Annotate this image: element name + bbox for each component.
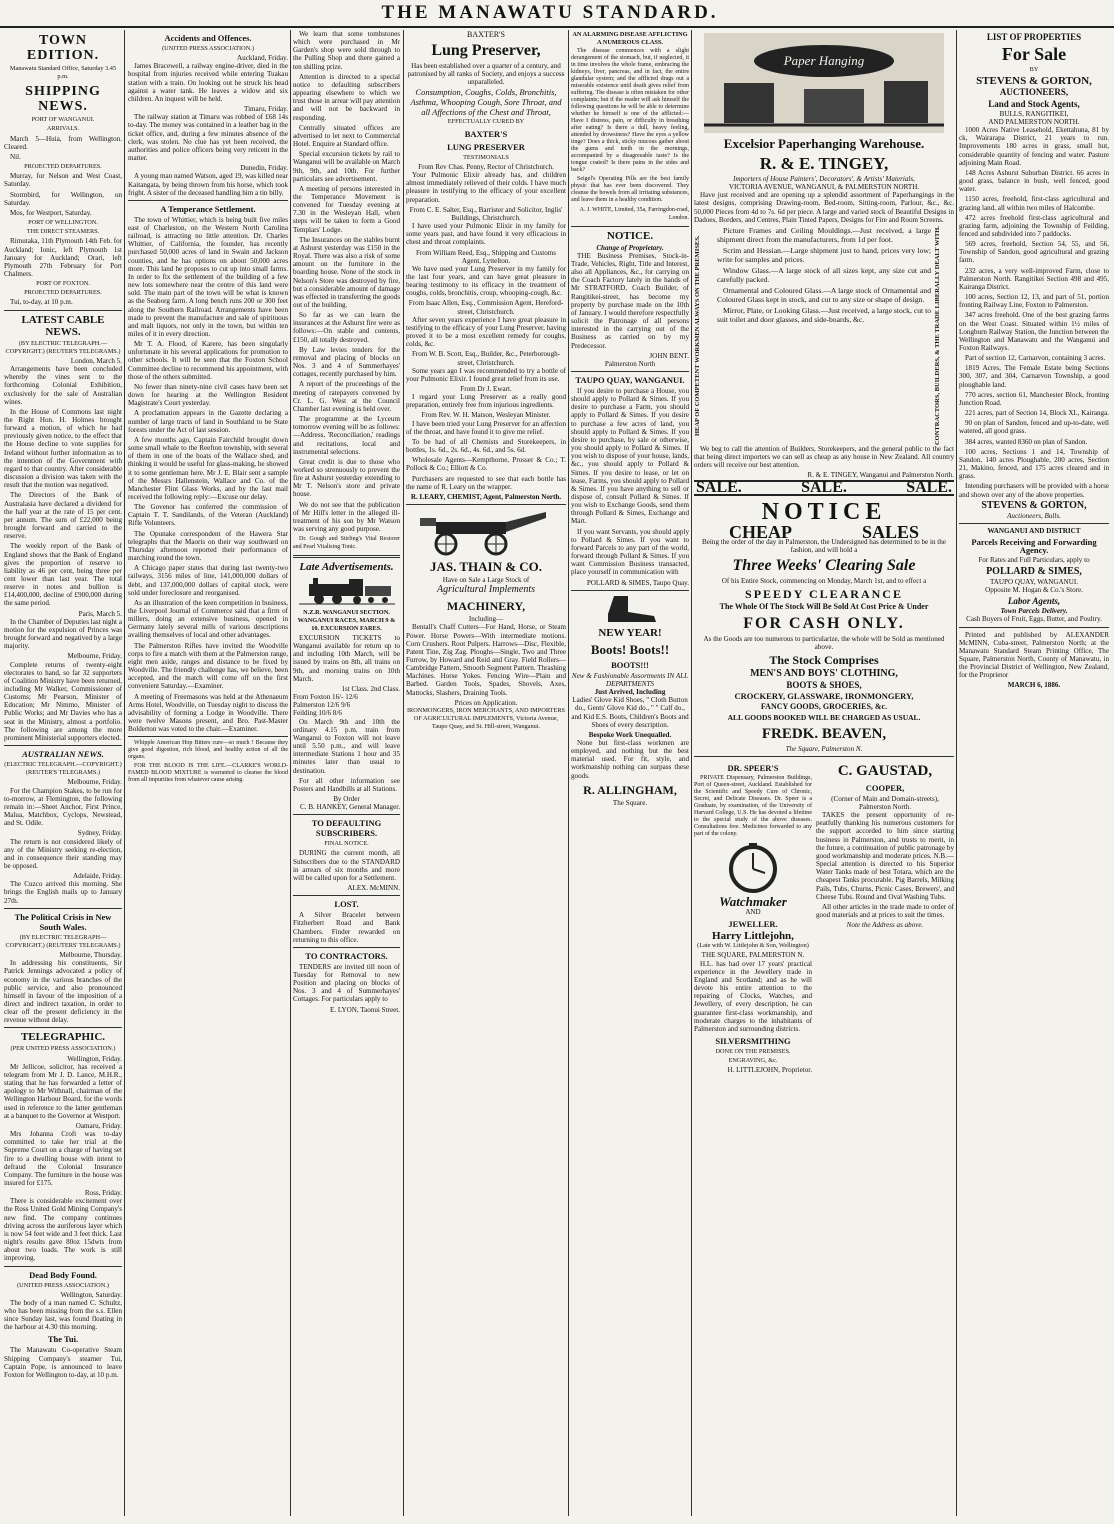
paragraph: Seigel's Operating Pills are the best family physic that has ever been discovered. They cleanse the bowels from all irritating substances, and leave them in a healthy condition. (571, 176, 689, 204)
cheap-label: CHEAP (728, 521, 792, 542)
paragraph: A few months ago, Captain Fairchild brought down some small whale to the Reefton township, with several of them in one of the boats of the Wallace shed, and thinking it would be useful for glass-making, he showed it to some gentleman here. Mr J. E. Blair sent a sample of the Messrs Hallenstein, Wallace and Co. of the Manchester Flint Glass Works, and by the last mail received the following reply:—Excuse our delay. (128, 435, 288, 501)
property: 1819 Acres, The Female Estate being Sections 300, 307, and 304, Carnarvon Township, a good ploughable land. (959, 364, 1109, 389)
clock-icon (723, 841, 783, 895)
sale-label: SALE. (696, 478, 742, 496)
dateline: Wellington, Saturday. (60, 1290, 122, 1299)
paragraph: TENDERS are invited till noon of Tuesday for Removal to new Position and placing on blocks of Nos. 3 and 4 of Summerhayes' Cottages. For particulars apply to (293, 962, 400, 1004)
departure-line: Stormbird, for Wellington, on Saturday. (4, 190, 122, 207)
paragraph: Intending purchasers will be provided with a horse and shown over any of the above properties. (959, 482, 1109, 499)
dateline: Melbourne, Thursday. (59, 951, 122, 960)
property: 90 on plan of Sandon, fenced and up-to-date, well watered, all good grass. (959, 419, 1109, 436)
town-parcels-heading: Town Parcels Delivery. (1000, 607, 1068, 616)
tingey-heading: R. & E. TINGEY, (759, 154, 889, 173)
agri-heading: Agricultural Implements (436, 584, 536, 596)
defaulting-heading: TO DEFAULTING SUBSCRIBERS. (311, 818, 382, 839)
small-ad: Whipple American Hop Bitters cure—so much ! Because they give good digestion, rich blood, and healthy action of all the organs. (128, 740, 288, 761)
property: 232 acres, a very well-improved Farm, close to Palmerston North. Rangitikei Section 498 and 495, Kairanga District. (959, 266, 1109, 291)
testimonial-from: From Dr J. Ewart. (460, 385, 512, 393)
rail-title: N.Z.R. WANGANUI SECTION. WANGANUI RACES, MARCH 9 & 10. EXCURSION FARES. (297, 608, 396, 632)
departure-line: Tui, to-day, at 10 p.m. (10, 298, 73, 307)
column-7 (959, 30, 1109, 1516)
paragraph: The Govenor has conferred the commission of Captain T. T. Sandilands, of the Veteran (Auckland) Rifle Volunteers. (128, 503, 288, 528)
column-rule (290, 30, 291, 1516)
paragraph: Mrs Johanna Croft was to-day committed to take her trial at the Supreme Court on a charge of having set fire to a dwelling house with intent to defraud the Colonial Insurance Company. The furniture in the house was insured for £175. (4, 1130, 122, 1187)
dateline: Melbourne, Friday. (67, 652, 122, 661)
dateline: Adelaide, Friday. (73, 872, 122, 881)
dateline: Melbourne, Friday. (67, 778, 122, 787)
lung-preserver-heading: Lung Preserver, (431, 42, 541, 60)
palmerston-label: AND PALMERSTON NORTH. (988, 117, 1080, 126)
speedy-clearance-heading: SPEEDY CLEARANCE (745, 587, 903, 602)
silversmithing-heading: SILVERSMITHING (715, 1035, 791, 1046)
column-4 (406, 30, 566, 1516)
paragraph: A proclamation appears in the Gazette declaring a number of large tracts of land in Southland to be State forests under the Act of last session. (128, 409, 288, 434)
paragraph: DURING the current month, all Subscribers due to the STANDARD in arrears of six months and more will be called upon for a Settlement. (293, 849, 400, 882)
gaustad-name: C. GAUSTAD, (837, 762, 933, 779)
dead-sub: (UNITED PRESS ASSOCIATION.) (17, 1281, 109, 1289)
masthead (0, 0, 1114, 28)
paragraph: No fewer than ninety-nine civil cases have been set down for hearing at the Wellington Resident Magistrate's Court yesterday. (128, 382, 288, 408)
paragraph: Being the order of the day in Palmerston, the Undersigned has determined to be in the fashion, and will hold a (702, 537, 946, 555)
lung-list: Consumption, Coughs, Colds, Bronchitis, Asthma, Whooping Cough, Sore Throat, and all Affections of the Chest and Throat, (410, 86, 562, 117)
signature: R. & E. TINGEY, Wanganui and Palmerston North. (807, 471, 954, 480)
dateline: Oamaru, Friday. (75, 1121, 122, 1130)
tel-sub: (PER UNITED PRESS ASSOCIATION.) (10, 1045, 116, 1053)
pollard-address: TAUPO QUAY, WANGANUI. (990, 577, 1078, 586)
port-heading: PORT OF WANGANUI. (31, 116, 95, 124)
column-6 (694, 30, 954, 1516)
sale-label: SALE. (801, 478, 847, 496)
parcels-heading: Parcels Receiving and Forwarding Agency. (971, 537, 1097, 556)
paragraph: In addressing his constituents, Sir Patrick Jennings advocated a policy of economy in the various branches of the public service, and also pronounced himself in favour of the imposition of a direct and indirect taxation, in order to clear off the present deficiency in the revenue without delay. (4, 959, 122, 1025)
paragraph: By Law levies tenders for the removal and placing of blocks on Nos. 3 and 4 of Summerhayes' cottages, recently purchased by him. (293, 345, 400, 379)
paperhanging-illustration (704, 33, 944, 133)
paragraph: A report of the proceedings of the meeting of ratepayers convened by Cr. L. G. West at the Council Chamber last evening is held over. (293, 380, 400, 413)
paragraph: Mirror, Plate, or Looking Glass.—Just received, a large stock, cut to suit toilet and door glasses, and side-boards, &c. (717, 305, 931, 324)
paragraph: James Bracewell, a railway engine-driver, died in the hospital from injuries received while entering Tuakau station with a train. On looking out he struck his head against a water tank. He leaves a widow and six children. An inquest will be held. (128, 62, 288, 103)
excelsior-heading: Excelsior Paperhanging Warehouse. (723, 136, 925, 151)
arrivals-label: ARRIVALS. (46, 125, 80, 133)
column-rule (568, 30, 569, 1516)
testimonial: I have used your Pulmonic Elixir in my family for some years past, and have found it very efficacious in chest and throat complaints. (406, 222, 566, 247)
labor-agents-heading: Labor Agents, (1007, 596, 1061, 607)
dateline: Wellington, Friday. (67, 1054, 122, 1063)
paragraph: Have just received and are opening up a splendid assortment of Paperhangings in the latest designs, comprising Drawing-room, Bed-room, Sitting-room, Parlour, &c., &c. 50,000 Pieces from 4d to 7s. 6d per piece. A large and varied stock of Beautiful Designs in Dadoes, Borders, and Centres, Plain Tinted Papers, Designs for Fire and Room Screens. (694, 191, 954, 224)
rail-signature: C. B. HANKEY, General Manager. (300, 803, 400, 812)
sales-label: SALES (861, 521, 919, 542)
testimonial-from: From Isaac Allen, Esq., Commission Agent, Hereford-street, Christchurch. (408, 299, 564, 316)
paragraph: For the Champion Stakes, to be run for to-morrow, at Flemington, the following remain in:—Sheet Anchor, First Prince, Malua, Matchbox, Cyclops, Newstead, and St. Odile. (4, 786, 122, 828)
paragraph: We beg to call the attention of Builders, Storekeepers, and the general public to the fact that being direct importers we can sell as cheap as any house in New Zealand. All country orders will receive our best attention. (694, 444, 954, 470)
cash-buyers-label: Cash Buyers of Fruit, Eggs, Butter, and Poultry. (966, 615, 1102, 624)
temperance-heading: A Temperance Settlement. (160, 203, 256, 214)
paragraph: As an illustration of the keen competition in business, the Liverpool Journal of Commerce said that a firm of millers, doing an extensive business, opened in Germany lately several mills of various descriptions availing themselves of local and other advantages. (128, 598, 288, 640)
for-sale-heading: For Sale (1001, 44, 1067, 65)
paragraph: In the House of Commons last night the Right Hon. H. Holmes brought forward a motion, of which he had previously given notice, to the effect that the House decline to vote supplies for Ireland without further information as to the intention of the Government with regard to that country. After considerable discussion a division was taken with the result that the motion was negatived. (4, 407, 122, 490)
stock-comprises-heading: The Stock Comprises (769, 652, 879, 667)
projected-label: PROJECTED DEPARTURES. (24, 163, 102, 171)
lost-heading: LOST. (334, 899, 359, 910)
tui-heading: The Tui. (47, 1334, 79, 1345)
paragraph: A meeting of Freemasons was held at the Athenaeum Arms Hotel, Woodville, on Tuesday night to discuss the advisability of forming a Lodge in Woodville. There were twelve Masons present, and Bro. Past-Master Bolderton was voted to the chair.—Examiner. (128, 692, 288, 734)
boots-heading-2: BOOTS!!! (611, 659, 649, 670)
paragraph: The Insurances on the stables burnt at Ashurst yesterday was £150 in the Royal. There was also a risk of some amount on the furniture in the boarding house. None of the stock in Nelson's Store was destroyed by fire, but a considerable amount of damage was effected in transferring the goods out of the building. (293, 235, 400, 309)
paragraph: Mr T. A. Flood, of Karere, has been singularly unfortunate in his several applications for promotion to other schools. It will be seen that the Foxton School Committee decline to recommend his appointment, with those of the others submitted. (128, 340, 288, 381)
property: 148 Acres Ashurst Suburban District. 66 acres in good grass, balance in bush, well fenced, good water. (959, 168, 1109, 194)
paragraph: Window Glass.—A large stock of all sizes kept, any size cut and carefully packed. (717, 265, 931, 284)
taupo-heading: TAUPO QUAY, WANGANUI. (575, 374, 685, 385)
crisis-heading: The Political Crisis in New South Wales. (14, 911, 112, 932)
column-3 (293, 30, 400, 1516)
thain-footer: IRONMONGERS, IRON MERCHANTS, AND IMPORTERS OF AGRICULTURAL IMPLEMENTS, Victoria Avenue, Taupo Quay, and St. Hill-street, Wanganui. (406, 706, 566, 731)
thain-heading: JAS. THAIN & CO. (429, 559, 543, 575)
dateline: London, March 5. (70, 356, 122, 365)
sale-label: SALE. (906, 478, 952, 496)
paragraph: The return is not considered likely of any of the Ministry seeking re-election, and in consequence their standing may be opposed. (4, 837, 122, 870)
paragraph: None but first-class workmen are employed, and nothing but the best material used. For fit, style, and workmanship nothing can surpass these goods. (571, 738, 689, 780)
by-label: BY (1029, 66, 1039, 74)
property: 100 acres, Sections 1 and 14, Township of Sandon, 140 acres Ploughable, 200 acres, Section 21, Makino, fenced, and 175 acres cleared and in grass. (959, 447, 1109, 481)
rail-order: By Order (333, 794, 360, 803)
contractors-banner: CONTRACTORS, BUILDERS, & THE TRADE LIBERALLY DEALT WITH. (934, 225, 941, 445)
paragraph: The Palmerston Rifles have invited the Woodville corps to fire a match with them at the Palmerston range, eight men aside, ranges and distance to be fixed by Woodville. The friendly challenge has, we believe, been accepted, and the match will come off on the first convenient Saturday.—Examiner. (128, 641, 288, 691)
port-heading: PORT OF WELLINGTON. (28, 219, 98, 227)
paragraph: EXCURSION TICKETS to Wanganui available for return up to and including 10th March, will be issued by trains on 8th, all trains on 9th, and morning trains on 10th March. (293, 634, 400, 683)
paragraph: A Chicago paper states that during last twenty-two railways, 3156 miles of line, 141,000,000 dollars of debt, and 137,000,000 dollars of capital stock, were sold under foreclosure and reorganised. (128, 564, 288, 597)
svg-text:Paper Hanging: Paper Hanging (783, 53, 865, 68)
signature: E. LYON, Taonui Street. (330, 1005, 400, 1014)
paragraph: In the Chamber of Deputies last night a motion for the expulsion of Princes was brought forward and negatived by a large majority. (4, 617, 122, 651)
testimonial: I have been tried your Lung Preserver for an affection of the throat, and have found it to give me relief. (406, 419, 566, 436)
paragraph: We do not see that the publication of Mr Hill's letter in the alleged ill-treatment of his son by Mr Watson was serving any good purpose. (293, 500, 400, 534)
list-heading: LIST OF PROPERTIES (986, 32, 1082, 42)
cost-price-line: The Whole Of The Stock Will Be Sold At Cost Price & Under (719, 602, 929, 612)
prices-label: Prices on Application. (454, 698, 518, 707)
dateline: Sydney, Friday. (77, 829, 122, 838)
paragraph: Picture Frames and Ceiling Mouldings.—Just received, a large shipment direct from the manufacturers, from 1d per foot. (717, 225, 931, 244)
property: 1000 Acres Native Leasehold, Ekettahuna, 81 by ck, Wairarapa District, 21 years to run. Improvements 180 acres in grass, small hut, considerable quantity of fencing and water. Pasture adjoining Main Road. (959, 126, 1109, 167)
property: 100 acres, Section 12, 13, and part of 51, portion fronting Railway Line, Foxton to Palmerston. (959, 293, 1109, 310)
paragraph: If you want Servants, you should apply to Pollard & Simes. If you want to forward Parcels to any part of the world, forward through Pollard & Simes. If you want Commission Business transacted, place yourself in communication with (571, 527, 689, 577)
testimonial-from: From W. B. Scott, Esq., Builder, &c., Peterborough-street, Christchurch. (411, 350, 561, 367)
paragraph: Attention is directed to a special notice to defaulting subscribers appearing elsewhere to which we trust those in arrear will pay attention and will not be backward in responding. (293, 72, 400, 122)
signature: POLLARD & SIMES, Taupo Quay. (586, 578, 689, 587)
beaven-name: FREDK. BEAVEN, (761, 725, 887, 742)
land-stock-label: Land and Stock Agents, (988, 98, 1080, 109)
paragraph: The Directors of the Bank of Australasia have declared a dividend for the half year at the rate of 15 per cent. per annum. The sum of £22,000 being brought forward and carried to the reserve. (4, 491, 122, 541)
dead-body-heading: Dead Body Found. (29, 1269, 97, 1280)
entire-stock-line: Of his Entire Stock, commencing on Monday, March 1st, and to effect a (721, 577, 927, 586)
goods-note: As the Goods are too numerous to particularize, the whole will be Sold as mentioned above. (703, 634, 945, 651)
small-ad: Dr. Gough and Stirling's Vital Restorer and Pearl Vitalising Tonic. (293, 536, 400, 551)
paragraph: The weekly report of the Bank of England shows that the Bank of England gives the proportion of reserve to liability as 46 per cent, being three per cent lower than last year. The total reserve in notes and bullion is £14,400,000, decline of £900,000 during the same period. (4, 542, 122, 608)
gaustad-note: Note the Address as above. (846, 921, 924, 930)
edition-heading: TOWN EDITION. (26, 33, 100, 63)
shipping-heading: SHIPPING NEWS. (25, 84, 101, 115)
paragraph: Ornamental and Coloured Glass.—A large stock of Ornamental and Coloured Glass kept in stock, and cut to any size or shape of design. (717, 285, 931, 304)
paragraph: If you desire to purchase a House, you should apply to Pollard & Simes. If you desire to purchase a Farm, you should apply to Pollard & Simes. If you desire to purchase a few acres of land, you should apply to Pollard & Simes. If you desire to purchase, by sale or otherwise, you should apply to Pollard & Simes. If you wish to dispose of your house, lands, &c., you should apply to Pollard & Simes. If you desire to lease, or let on lease, Farms, you should apply to Pollard & Simes. If you have anything to sell or dispose of, consult Pollard & Simes. If you wish to Exchange Goods, send them through Pollard & Simes, Exchange and Mart. (571, 386, 689, 526)
paragraph: Special excursion tickets by rail to Wanganui will be available on March 9th, 9th, and 10th. For further particulars see advertisement. (293, 150, 400, 183)
departure-line: Mos, for Westport, Saturday. (10, 208, 92, 217)
engraving-label: ENGRAVING, &c. (728, 1057, 778, 1065)
workmen-banner: HEAP OF COMPETENT WORKMEN ALWAYS ON THE PREMISES. (694, 235, 701, 436)
testimonial-from: From Rev. W. H. Matson, Wesleyan Minister. (421, 411, 551, 420)
paragraph: The Cuzco arrived this morning. She brings the English mails up to January 27th. (4, 880, 122, 905)
paragraph: On March 9th and 10th the ordinary 4.15 p.m. train from Wanganui to Foxton will not leave until 5.50 p.m., and will leave intermediate Stations 1 hour and 35 minutes later than usual to destination. (293, 717, 400, 775)
signature: JOHN BENT. (649, 351, 689, 360)
direct-text: Rimutaka, 11th Plymouth 14th Feb. for Auckland; Ionic, left Plymouth 1st January for Auckland; Orari, left Plymouth 27th February for Port Chalmers. (4, 237, 122, 278)
clearing-sale-heading: Three Weeks' Clearing Sale (732, 557, 916, 575)
littlejohn-sub: (Late with W. Littlejohn & Son, Wellington) (697, 942, 809, 950)
paragraph: So far as we can learn the insurances at the Ashurst fire were as follows:—On stable and contents, £150, all totally destroyed. (293, 311, 400, 344)
small-ad: FOR THE BLOOD IS THE LIFE.—CLARKE'S WORLD-FAMED BLOOD MIXTURE is warranted to cleanse the blood from all impurities from whatever cause arising. (128, 763, 288, 784)
port-heading: PORT OF FOXTON. (36, 280, 90, 288)
crockery-line: CROCKERY, GLASSWARE, IRONMONGERY, (734, 691, 914, 702)
tingey-sub: Importers of House Painters', Decorators', & Artists' Materials, (733, 175, 915, 183)
baxters-label: BAXTER'S (467, 30, 505, 39)
testimonial: I regard your Lung Preserver as a really good preparation, entirely free from injurious ingredients. (406, 393, 566, 410)
machinery-heading: MACHINERY, (446, 599, 526, 614)
property: 221 acres, part of Section 14, Block XI., Kairanga. (965, 409, 1109, 418)
new-year-heading: NEW YEAR! (598, 626, 662, 639)
change-heading: Change of Proprietary. (596, 243, 664, 252)
boots-items: Ladies' Glove Kid Shoes, " Cloth Button do., Gents' Glove Kid do., " " Calf do., and Kid E.S. Boots, Children's Boots and Shoes of every description. (571, 696, 689, 729)
booked-line: ALL GOODS BOOKED WILL BE CHARGED AS USUAL. (727, 713, 921, 723)
stevens-gorton-heading: STEVENS & GORTON, (976, 75, 1092, 88)
thain-sub: Have on Sale a Large Stock of (442, 576, 530, 585)
paragraph: The railway station at Timaru was robbed of £68 14s to-day. The money was contained in a leather bag in the ticket office, and, during a few minutes absence of the clerk, was stolen. No clue has yet been received, the authorities and police officers being very reticent in the matter. (128, 113, 288, 163)
locomotive-icon (299, 576, 395, 606)
and-label: AND (745, 907, 761, 916)
testimonial: Your Pulmonic Elixir already has, and children almost immediately relieved of their colds. I have much pleasure in testifying to the efficacy of your excellent preparation. (406, 171, 566, 204)
paragraph: A meeting of persons interested in the Temperance Movement is convened for Tuesday evening at 7.30 in the Wesleyan Hall, when steps will be taken to form a Good Templars' Lodge. (293, 184, 400, 234)
notice-heading: NOTICE. (606, 229, 654, 242)
jeweller-heading: JEWELLER. (728, 919, 778, 930)
paragraph: Complete returns of twenty-eight electorates to hand, so far 32 supporters of Coalition Ministry have been returned, including Mr Walker, Commissioner of Customs; Mr Pearson, Minister of Education; Mr Nimmo, Minister of Public Works; and Mr Davies who has a seat in the Ministry, almost a portfolio. The following are among the more prominent Ministerial supporters elected. (4, 660, 122, 742)
australian-news-heading: AUSTRALIAN NEWS. (22, 749, 104, 760)
paragraph: For all other information see Posters and Handbills at all Stations. (293, 776, 400, 793)
testimonial: We have used your Lung Preserver in my family for the last four years, and can have great pleasure in bearing testimony to its efficacy in the treatment of coughs, colds, bronchitis, croup, whooping-cough, &c. (406, 264, 566, 298)
bespoke-heading: Bespoke Work Unequalled. (588, 730, 672, 739)
arrival-line: March 5—Huia, from Wellington. Cleared. (4, 134, 122, 151)
property: 1150 acres, freehold, first-class agricultural and grazing land, all within two miles of Halcombe. (959, 195, 1109, 212)
testimonials-label: TESTIMONIALS (463, 153, 509, 161)
sg-sub: Auctioneers, Bulls. (1007, 511, 1061, 520)
column-rule (956, 30, 957, 1516)
including-label: Including— (468, 615, 504, 624)
paragraph: Wholesale Agents—Kempthorne, Prosser & Co.; T. Pollock & Co.; Elliott & Co. (406, 456, 566, 473)
signature: H. LITTLEJOHN, Proprietor. (727, 1066, 812, 1075)
newspaper-title: THE MANAWATU STANDARD. (381, 2, 719, 23)
departure-line: Murray, for Nelson and West Coast, Saturday. (4, 172, 122, 189)
items-list: Bentall's Chaff Cutters—For Hand, Horse, or Steam Power. Horse Powers—With intermediate motions. Corn Crushers. Root Pulpers. Harrows—Disc, Flexible, Patent Tine, Zig Zag. Ploughs—Single, Two and Three Furrow, by Howard and Reid and Gray. Field Rollers—Cambridge Pattern, Smooth Segment Pattern. Thrashing Machines. Horse Yokes. Fencing Wire—Plain and Barbed. Garden Tools, Spades, Shovels, Axes, Mattocks, Slashers, Draining Tools. (406, 623, 566, 697)
paragraph: The disease commences with a slight derangement of the stomach, but, if neglected, it in time involves the whole frame, embracing the kidneys, liver, pancreas, and in fact, the entire glandular system; and the afflicted drags out a miserable existence until death gives relief from suffering. The disease is often mistaken for other complaints; but if the reader will ask himself the following questions he will be able to determine whether he himself is one of the afflicted:—Have I distress, pain, or difficulty in breathing after eating? Is there a dull, heavy feeling, attended by drowsiness? Have the eyes a yellow tinge? Does a thick, sticky mucous gather about the gums and teeth in the mornings, accompanied by a disagreeable taste? Is the tongue coated? Is there pains in the sides and back? (571, 48, 689, 174)
fare-header: 1st Class. 2nd Class. (341, 684, 400, 693)
paragraph: The Manawatu Co-operative Steam Shipping Company's steamer Tui, Captain Pope, is announced to leave Foxton for Wellington to-day, at 10 p.m. (4, 1346, 122, 1379)
crisis-sub: (BY ELECTRIC TELEGRAPH—COPYRIGHT.) (REUTERS' TELEGRAMS.) (5, 933, 121, 949)
paragraph: THE Business Premises, Stock-in-Trade, Vehicles, Right, Title and Interest, also all Appliances, &c., for carrying on the Coach Factory lately in the hands of Mr STRATFORD, Coach Builder, of Rangitikei-street, has become my property by purchase made on the 10th of January. I would therefore respectfully solicit the Patronage of all persons interested in the carrying out of the Business as carried on by my Predecessor. (571, 251, 689, 350)
boots-shoes-line: BOOTS & SHOES, (786, 680, 862, 690)
dateline: Timaru, Friday. (243, 105, 288, 114)
testimonial-from: From C. E. Salter, Esq., Barrister and Solicitor, Inglis' Buildings, Christchurch. (409, 205, 563, 222)
silver-sub: DONE ON THE PREMISES. (715, 1047, 791, 1055)
alarming-heading: AN ALARMING DISEASE AFFLICTING A NUMEROUS CLASS. (572, 31, 688, 47)
column-rule (124, 30, 125, 1516)
projected-label: PROJECTED DEPARTURES. (24, 289, 102, 297)
allingham-address: The Square. (612, 798, 648, 807)
aus-sub: (ELECTRIC TELEGRAPH.—COPYRIGHT.) (REUTER'S TELEGRAMS.) (4, 761, 122, 777)
direct-label: THE DIRECT STEAMERS. (26, 228, 100, 236)
baxters-label: BAXTER'S (464, 128, 508, 139)
boots-sub: New & Fashionable Assortments IN ALL DEPARTMENTS (571, 671, 689, 688)
paragraph: PRIVATE Dispensary, Palmerston Buildings, Port of Queen-street, Auckland. Established for the Scientific and Speedy Cure of Chronic, Secret, and Delicate Diseases. Dr. Speer is a Graduate, by examination, of the University of Harvard College, U.S. He has devoted a lifetime to the special study of the above diseases. Consultations free. Medicines forwarded to any part of the colony. (694, 774, 812, 837)
paragraph: TAKES the present opportunity of re-peatfully thanking his numerous customers for the support accorded to him since starting business in Palmerston, and trusts to merit, in the future, a continuation of public patronage by good workmanship and moderate prices. N.B.—Special attention is directed to his Superior Water Tanks made of best Totara, which are the cheapest Tanks procurable. Pig Barrels, Milking Pails, Tubs, Churns, Picnic Cases, Brewers', and Cheese Tubs. Round and Oval Washing Tubs. (816, 811, 954, 901)
paragraph: There is considerable excitement over the Ross United Gold Mining Company's new find. The company continues driving across the auriferous layer which is now 54 feet wide and 3 feet thick. Last night's results gave 80oz 15dwts from about two loads. The work is still improving. (4, 1197, 122, 1263)
imprint: Printed and published by ALEXANDER McMINN, Cuba-street, Palmerston North; at the Manawatu Standard Steam Printing Office, The Square, Palmerston North, County of Manawatu, in the Provincial District of Wellington, New Zealand, for the Proprietor (959, 630, 1109, 680)
bulls-label: BULLS, RANGITIKEI, (999, 109, 1069, 118)
just-arrived: Just Arrived, Including (594, 688, 666, 697)
stevens-gorton-signature: STEVENS & GORTON, (981, 499, 1087, 511)
property: 472 acres freehold first-class agricultural and grazing farm, adjoining the Township of Feilding, fenced and subdivided into 7 paddocks. (959, 213, 1109, 238)
fare-row: Feilding 10/6 8/6 (293, 709, 342, 718)
beaven-address: The Square, Palmerston N. (785, 744, 863, 753)
boot-icon (600, 594, 660, 624)
fancy-goods-line: FANCY GOODS, GROCERIES, &c. (760, 702, 888, 712)
column-5 (571, 30, 689, 1516)
cooper-label: COOPER, (865, 782, 905, 793)
littlejohn-name: Harry Littlejohn, (712, 930, 794, 943)
dateline: Ross, Friday. (84, 1189, 122, 1198)
clothing-line: MEN'S AND BOYS' CLOTHING, (750, 667, 898, 679)
cable-sub: (BY ELECTRIC TELEGRAPH.—COPYRIGHT.) (REUTER'S TELEGRAMS.) (5, 339, 121, 355)
property: 347 acres freehold. One of the best grazing farms on the West Coast. Situated within 1½ miles of Longburn Railway Station, the Junction between the Wellington and Manawatu and the Wanganui and Foxton Railways. (959, 311, 1109, 352)
late-ads-heading: Late Advertisements. (299, 560, 394, 573)
paragraph: We learn that some tombstones which were purchased in Mr Garden's shop were sold through to the Pulling Shop and there gained a ten shilling prize. (293, 30, 400, 71)
effect-label: EFFECTUALLY CURED BY (447, 117, 525, 125)
paragraph: Arrangements have been concluded whereby the vines sent to the forthcoming Colonial Exhibition, exclusively for the sale of Australian wines. (4, 365, 122, 406)
allingham-name: R. ALLINGHAM, (583, 782, 677, 797)
opposite-label: Opposite M. Hogan & Co.'s Store. (985, 585, 1083, 594)
pollard-simes-name: POLLARD & SIMES, (986, 565, 1082, 577)
column-rule (691, 30, 692, 1516)
lung-preserver-label: LUNG PRESERVER (447, 141, 525, 152)
issue-date: MARCH 6, 1886. (1007, 681, 1061, 690)
paragraph: The body of a man named C. Schultz, who has been missing from the s.s. Ellen since Sunday last, was found floating in the harbour at 4.30 this morning. (4, 1298, 122, 1332)
paragraph: H.L. has had over 17 years' practical experience in the Jewellery trade in England and Scotland; and as he will devote his entire attention to the repairing of Clocks, Watches, and Jewellery, of every description, he can guarantee first-class workmanship, and moderate charges to the inhabitants of Palmerston and surrounding districts. (694, 959, 812, 1033)
fare-row: Palmerston 12/6 9/6 (293, 701, 351, 710)
dateline: Dunedin, Friday. (240, 164, 288, 173)
location-label: Palmerston North (604, 359, 656, 368)
chaff-cutter-icon (416, 508, 556, 556)
testimonial: After seven years experience I have great pleasure in testifying to the efficacy of your Lung Preserver, having proved it to be a most excellent remedy for coughs, colds, &c. (406, 315, 566, 349)
cable-news-heading: LATEST CABLE NEWS. (21, 313, 105, 338)
paragraph: Purchasers are requested to see that each bottle has the name of R. Leary on the wrapper. (406, 474, 566, 491)
final-notice: FINAL NOTICE. (324, 840, 369, 848)
watchmaker-heading: Watchmaker (719, 893, 787, 909)
auctioneers-label: AUCTIONEERS, (999, 87, 1069, 98)
paragraph: A Silver Bracelet between Fitzherbert Road and Bank Chambers. Finder rewarded on returning to this office. (293, 911, 400, 944)
paragraph: The programme at the Lyceum tomorrow evening will be as follows:—Address, 'Reconciliation,' readings and recitations, local and instrumental selections. (293, 415, 400, 456)
signature: A. J. WHITE, Limited, 35a, Farringdon-road, London. (579, 207, 689, 222)
paragraph: To be had of all Chemists and Storekeepers, in bottles, 1s. 6d., 2s. 6d., 4s. 6d., and 5s. 6d. (406, 437, 566, 455)
tingey-address: VICTORIA AVENUE, WANGANUI, & PALMERSTON NORTH. (728, 183, 920, 192)
dateline: Auckland, Friday. (237, 54, 288, 63)
testimonial-from: From Rev Chas. Penny, Rector of Christchurch. (418, 162, 554, 171)
paragraph: The town of Whittier, which is being built five miles east of Charleston, on the Western North Carolina railroad, is attracting no little attention. Dr. Charles Whittier, of California, the founder, has recently purchased 50,000 acres of land in Swain and Jackson counties, and he has options on about 50,000 acres more. This land he proposes to cut up into small farms. In order to fix the settlement of the building of a few new lots somewhere near the centre of this land were sold. The main part of the town will be what is known as the Seaborg farm. A long bench runs 200 or 300 feet along the Southern Railroad. Arrangements have been made to prevent the manufacture and sale of spirituous and malt liquors, not only in the town, but within ten miles of it in every direction. (128, 215, 288, 338)
paragraph: All other articles in the trade made to order of good materials and at prices to suit the times. (816, 902, 954, 919)
gaustad-address: (Corner of Main and Domain-streets), Palmerston North. (831, 794, 939, 811)
office-line: Manawatu Standard Office, Saturday 3.45 p.m. (9, 65, 117, 81)
property: 770 acres, section 61, Manchester Block, fronting Junction Road. (959, 390, 1109, 407)
dateline: Paris, March 5. (78, 609, 122, 618)
signature: ALEX. McMINN. (347, 884, 400, 893)
property: Part of section 12, Carnarvon, containing 3 acres. (965, 354, 1106, 363)
telegraphic-heading: TELEGRAPHIC. (20, 1031, 106, 1044)
paragraph: Mr Jellicoe, solicitor, has received a telegram from Mr J. D. Lance, M.H.R., stating that he has forwarded a letter of apology to Mr Withnall, chairman of the Wellington Harbour Board, for the words used in reference to the latter gentleman at a banquet to the Governor at Westport. (4, 1062, 122, 1120)
column-1 (4, 30, 122, 1516)
property: 384 acres, wanted 8360 on plan of Sandon. (965, 437, 1088, 446)
accidents-heading: Accidents and Offences. (164, 33, 252, 43)
testimonial-from: From William Reed, Esq., Shipping and Customs Agent, Lyttelton. (415, 248, 557, 265)
cash-only-heading: FOR CASH ONLY. (743, 614, 905, 632)
acc-sub: (UNITED PRESS ASSOCIATION.) (162, 45, 254, 52)
fare-row: From Foxton 16/- 12/6 (293, 693, 358, 702)
column-2 (128, 30, 288, 1516)
paragraph: The Opunake correspondent of the Hawera Star telegraphs that the Maoris on their way southward on Thursday afternoon reported their performance of marching round the town. (128, 529, 288, 563)
paragraph: Great credit is due to those who worked so strenuously to prevent the fire at Ashurst yesterday extending to Mr T. Nelson's store and private house. (293, 457, 400, 499)
littlejohn-address: THE SQUARE, PALMERSTON N. (701, 951, 805, 960)
paragraph: Scrim and Hessian.—Large shipment just to hand, prices very low; write for samples and prices. (717, 245, 931, 264)
property: 569 acres, freehold, Section 54, 55, and 56, Township of Sandon, good agricultural and grazing farm. (959, 240, 1109, 265)
nil-line: Nil. (10, 152, 21, 161)
parcels-text: For Rates and Full Particulars, apply to (978, 556, 1090, 565)
testimonial: Some years ago I was recommended to try a bottle of your Pulmonic Elixir. I found great relief from its use. (406, 366, 566, 383)
leary-signature: R. LEARY, CHEMIST, Agent, Palmerston North. (410, 492, 562, 501)
speer-heading: DR. SPEER'S (727, 762, 779, 773)
paragraph: Centrally situated offices are advertised to let next to Commercial Hotel. Enquire at Standard office. (293, 123, 400, 149)
lung-sub: Has been established over a quarter of a century, and patronised by all ranks of Society, and enjoys a success unparalleled. (407, 62, 565, 87)
paragraph: A young man named Watson, aged 19, was killed near Kaitangata, by being thrown from his horse, which took fright. A sister of the deceased handling him a tin billy. (128, 172, 288, 197)
wanganui-district-heading: WANGANUI AND DISTRICT (987, 526, 1081, 535)
boots-heading: Boots! Boots!! (590, 641, 670, 657)
notice-heading: NOTICE (761, 498, 887, 525)
contractors-heading: TO CONTRACTORS. (305, 950, 388, 961)
column-rule (403, 30, 404, 1516)
